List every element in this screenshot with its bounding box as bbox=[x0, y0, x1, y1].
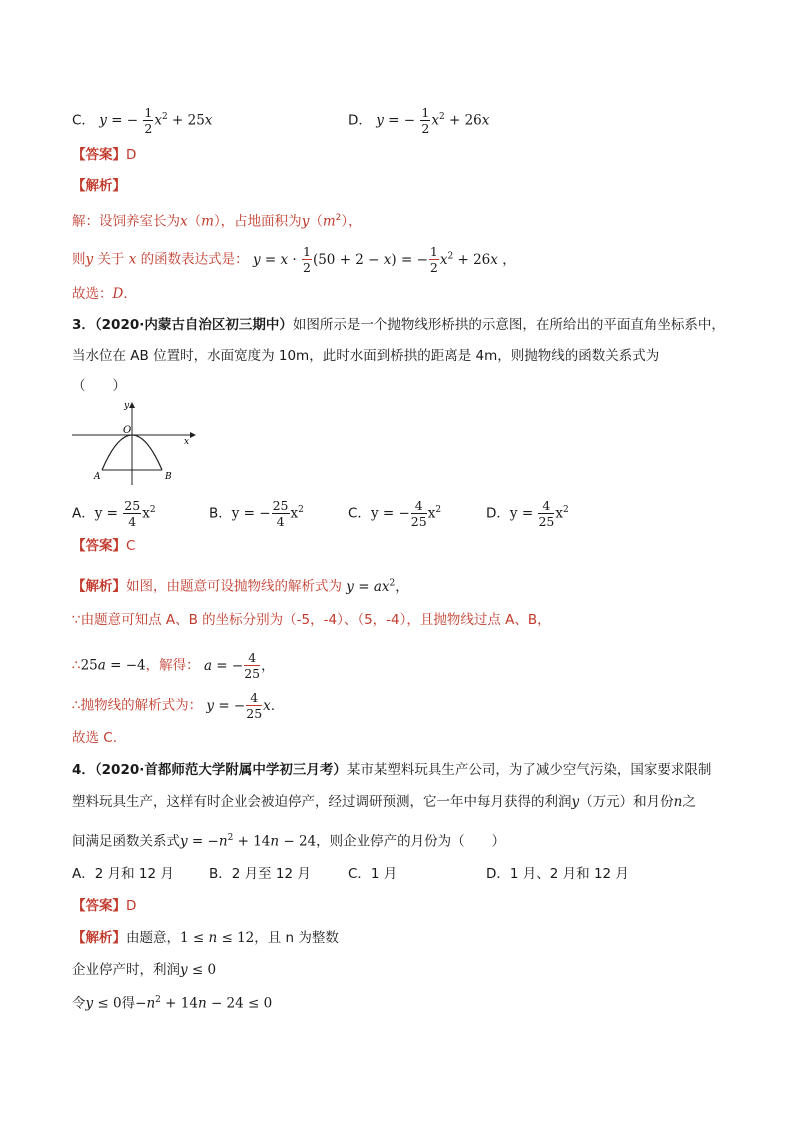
q4-analysis-line2: 企业停产时，利润y ≤ 0 bbox=[72, 962, 217, 978]
bridge-arch-figure bbox=[72, 400, 197, 485]
q4-analysis-line1: 【解析】由题意，1 ≤ n ≤ 12，且 n 为整数 bbox=[72, 930, 339, 946]
origin-label: O bbox=[123, 425, 132, 436]
q3-conclusion: 故选 C. bbox=[72, 730, 118, 746]
q3-stem-line1: 3．（2020·内蒙古自治区初三期中）如图所示是一个抛物线形桥拱的示意图，在所给出的平面直角坐标系中， bbox=[72, 317, 725, 333]
q2-option-c: C． y = − $\frac{1}{2}$ $x^2 + 25x$ bbox=[72, 105, 213, 136]
q2-analysis-line2: 则y 关于 x 的函数表达式是： y = x · $\frac{1}{2}$ (50 + 2 − x) = − $\frac{1}{2}$ $x^2 + 26x$ ， bbox=[72, 244, 516, 275]
q3-analysis-line2: ∵由题意可知点 A、B 的坐标分别为（-5，-4）、（5，-4），且抛物线过点 A、B， bbox=[72, 612, 551, 628]
q4-stem-line3: 间满足函数关系式$y = -n^2 + 14n - 24$，则企业停产的月份为（ ） bbox=[72, 833, 506, 850]
x-axis-arrow bbox=[190, 432, 196, 438]
q3-analysis-line3: ∴25a = −4，解得： a = − $\frac{4}{25}$ ， bbox=[72, 650, 275, 681]
q3-blank: （ ） bbox=[72, 378, 126, 394]
q4-answer: 【答案】D bbox=[72, 898, 137, 914]
point-a-label: A bbox=[94, 472, 101, 482]
fraction: $\frac{1}{2}$ bbox=[421, 105, 430, 136]
q3-option-b: B．y = − $\frac{25}{4}$ $x^2$ bbox=[209, 498, 304, 529]
q4-option-b: B．2 月至 12 月 bbox=[209, 866, 311, 882]
q2-option-d: D． y = − $\frac{1}{2}$ $x^2 + 26x$ bbox=[348, 105, 490, 136]
q3-answer: 【答案】C bbox=[72, 538, 136, 554]
point-b-label: B bbox=[165, 472, 172, 482]
q4-option-a: A．2 月和 12 月 bbox=[72, 866, 174, 882]
q4-stem-line2: 塑料玩具生产，这样有时企业会被迫停产，经过调研预测，它一年中每月获得的利润y（万元）和月份n之 bbox=[72, 794, 696, 810]
q3-analysis-line4: ∴抛物线的解析式为： y = − $\frac{4}{25}$ x. bbox=[72, 690, 276, 721]
y-axis-arrow bbox=[129, 402, 135, 408]
q2-answer: 【答案】D bbox=[72, 147, 137, 163]
q2-conclusion: 故选：D． bbox=[72, 286, 137, 302]
x-axis-label: x bbox=[184, 437, 190, 447]
q3-option-c: C．y = − $\frac{4}{25}$ $x^2$ bbox=[348, 498, 442, 529]
q4-option-c: C．1 月 bbox=[348, 866, 398, 882]
y-axis-label: y bbox=[124, 401, 130, 411]
q3-stem-line2: 当水位在 AB 位置时，水面宽度为 10m，此时水面到桥拱的距离是 4m，则抛物线的函数关系式为 bbox=[72, 348, 660, 364]
q4-stem-line1: 4．（2020·首都师范大学附属中学初三月考）某市某塑料玩具生产公司，为了减少空气污染，国家要求限制 bbox=[72, 762, 712, 778]
q3-option-a: A．y = $\frac{25}{4}$ $x^2$ bbox=[72, 498, 156, 529]
q4-option-d: D．1 月、2 月和 12 月 bbox=[486, 866, 629, 882]
q4-analysis-line3: 令y ≤ 0得$-n^2 + 14n - 24 \le 0$ bbox=[72, 995, 273, 1012]
fraction: $\frac{1}{2}$ bbox=[144, 105, 153, 136]
q3-option-d: D．y = $\frac{4}{25}$ $x^2$ bbox=[486, 498, 569, 529]
q2-analysis-line1: 解：设饲养室长为x（m），占地面积为$y(m^2)$， bbox=[72, 213, 362, 230]
q3-analysis-line1: 【解析】如图，由题意可设抛物线的解析式为 $y = ax^2$， bbox=[72, 578, 409, 595]
q2-analysis-tag: 【解析】 bbox=[72, 178, 126, 194]
